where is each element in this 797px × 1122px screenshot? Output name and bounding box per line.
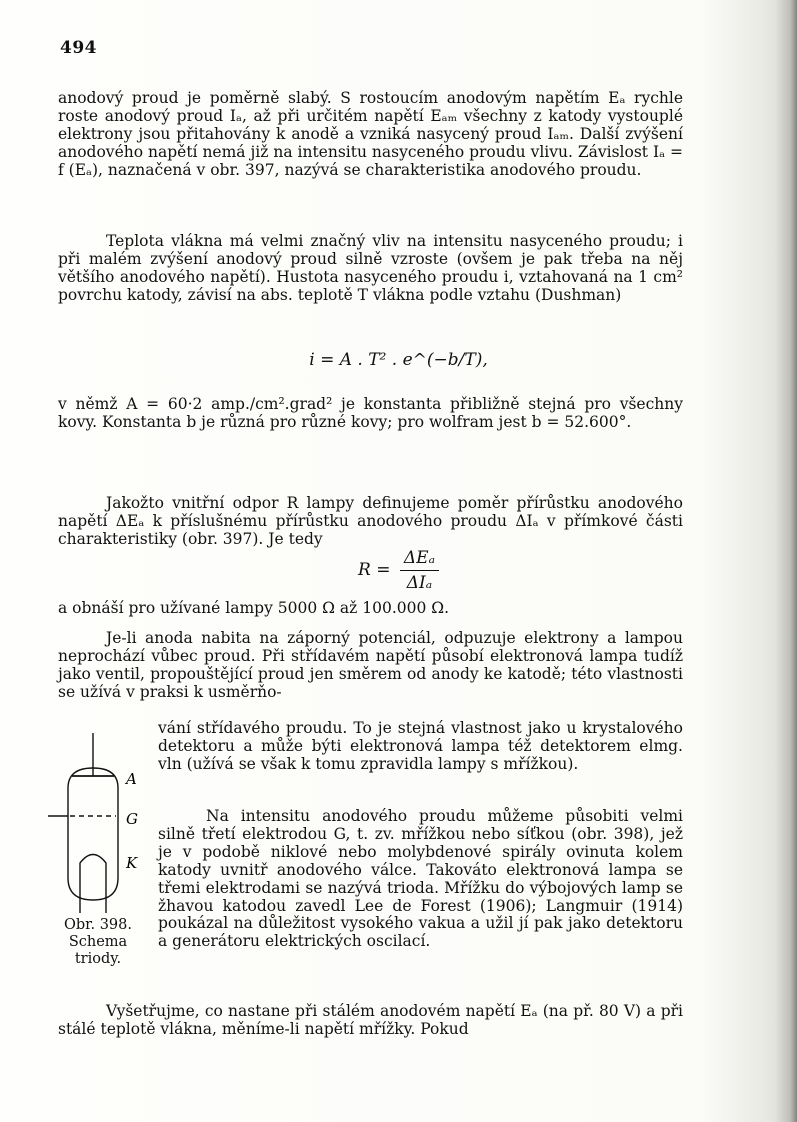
page-number: 494 bbox=[60, 38, 97, 58]
caption-line: Obr. 398. bbox=[63, 917, 132, 933]
paragraph-text: Je-li anoda nabita na záporný potenciál, odpuzuje elektrony a lampou neprochází vůbec proud. Při střídavém napětí působí elektronová lampa tudíž jako ventil, propouštějící proud jen směrem od anody ke katodě; této vlastnosti se užívá v praksi k usměrňo- bbox=[58, 629, 683, 701]
paragraph-constants bbox=[58, 396, 683, 432]
paragraph-resistance-values bbox=[58, 600, 683, 618]
equation-fraction bbox=[400, 548, 439, 593]
paragraph-grid-electrode bbox=[158, 808, 683, 951]
paragraph-internal-resistance bbox=[58, 495, 683, 549]
label-a: A bbox=[126, 770, 137, 788]
paragraph-text: anodový proud je poměrně slabý. S rostoucím anodovým napětím Eₐ rychle roste anodový proud Iₐ, až při určitém napětí Eₐₘ všechny z katody vystouplé elektrony jsou přitahovány k anodě a vzniká nasycený proud Iₐₘ. Další zvýšení anodového napětí nemá již na intensitu nasyceného proudu vlivu. Závislost Iₐ = f (Eₐ), naznačená v obr. 397, nazývá se charakteristika anodového proudu. bbox=[58, 89, 683, 179]
paragraph-text: v němž A = 60·2 amp./cm².grad² je konstanta přibližně stejná pro všechny kovy. Konstanta b je různá pro různé kovy; pro wolfram jest b = 52.600°. bbox=[58, 395, 683, 431]
figure-caption bbox=[50, 917, 146, 968]
paragraph-anode-current bbox=[58, 90, 683, 180]
caption-line: Schema bbox=[68, 934, 128, 950]
equation-lhs: R = bbox=[358, 560, 391, 580]
fraction-denominator: ΔIₐ bbox=[406, 573, 433, 593]
paragraph-text: vání střídavého proudu. To je stejná vlastnost jako u krystalového detektoru a může býti elektronová lampa též detektorem elmg. vln (užívá se však k tomu zpravidla lampy s mřížkou). bbox=[158, 719, 683, 773]
paragraph-text: a obnáší pro užívané lampy 5000 Ω až 100.000 Ω. bbox=[58, 599, 450, 617]
equation-dushman: i = A . T² . e^(−b/T), bbox=[309, 350, 488, 370]
label-k: K bbox=[126, 854, 138, 872]
caption-line: triody. bbox=[74, 951, 122, 967]
label-g: G bbox=[126, 810, 138, 828]
paragraph-negative-anode bbox=[58, 630, 683, 702]
tube-envelope bbox=[68, 768, 118, 900]
paragraph-text: Na intensitu anodového proudu můžeme působiti velmi silně třetí elektrodou G, t. zv. mřížkou nebo síťkou (obr. 398), jež je v podobě niklové nebo molybdenové spirály ovinuta kolem katody uvnitř anodového válce. Takováto elektronová lampa se třemi elektrodami se nazývá trioda. Mřížku do výbojových lamp se žhavou katodou zavedl Lee de Forest (1906); Langmuir (1914) poukázal na důležitost vysokého vakua a užil jí pak jako detektoru a generátoru elektrických oscilací. bbox=[158, 807, 683, 951]
paragraph-filament-temperature bbox=[58, 233, 683, 305]
paragraph-text: Teplota vlákna má velmi značný vliv na intensitu nasyceného proudu; i při malém zvýšení anodový proud silně vzroste (ovšem je pak třeba na něj většího anodového napětí). Hustota nasyceného proudu i, vztahovaná na 1 cm² povrchu katody, závisí na abs. teplotě T vlákna podle vztahu (Dushman) bbox=[58, 232, 683, 304]
paragraph-text: Vyšetřujme, co nastane při stálém anodovém napětí Eₐ (na př. 80 V) a při stálé teplotě vlákna, měníme-li napětí mřížky. Pokud bbox=[58, 1002, 683, 1038]
fraction-numerator: ΔEₐ bbox=[400, 548, 439, 571]
cathode-filament bbox=[80, 855, 106, 914]
triode-schematic bbox=[38, 728, 148, 918]
paragraph-rectification bbox=[158, 720, 683, 774]
paragraph-investigation bbox=[58, 1003, 683, 1039]
equation-resistance bbox=[0, 548, 797, 593]
paragraph-text: Jakožto vnitřní odpor R lampy definujeme poměr přírůstku anodového napětí ΔEₐ k příslušnému přírůstku anodového proudu ΔIₐ v přímkové části charakteristiky (obr. 397). Je tedy bbox=[58, 494, 683, 548]
